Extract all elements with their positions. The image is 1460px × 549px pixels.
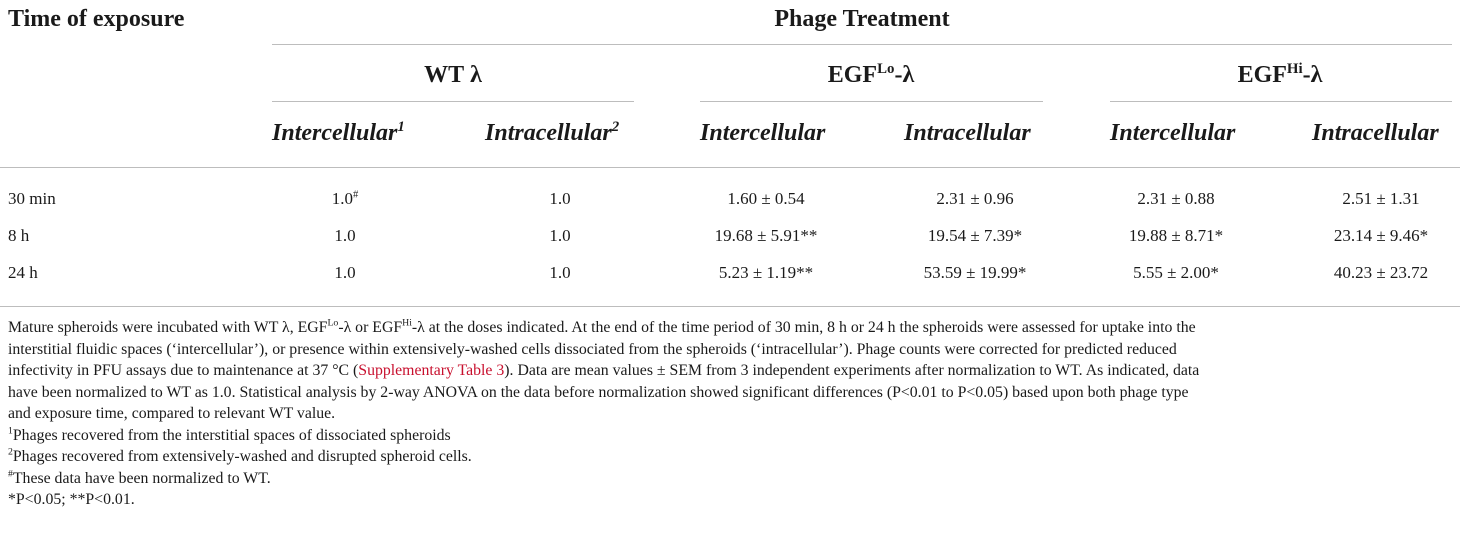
cell-8h-lo-intra: 19.54 ± 7.39*: [927, 226, 1023, 245]
cell-24h-wt-inter: 1.0: [334, 263, 356, 282]
cell-24h-hi-inter: 5.55 ± 2.00*: [1133, 263, 1219, 282]
spanner-header: Phage Treatment: [774, 6, 950, 32]
cell-8h-hi-inter: 19.88 ± 8.71*: [1128, 226, 1224, 245]
group-header-wt: WT λ: [424, 62, 482, 88]
footnote-3: #These data have been normalized to WT.: [8, 468, 271, 487]
cell-24h-lo-intra: 53.59 ± 19.99*: [923, 263, 1027, 282]
cell-8h-wt-inter: 1.0: [334, 226, 356, 245]
subheader-egf-hi-intercellular: Intercellular: [1110, 120, 1236, 146]
table-note: [8, 317, 1199, 511]
group-rule-egf-lo: [700, 101, 1043, 102]
footnote-2: $^2$Phages recovered from extensively-washed and disrupted spheroid cells.: [8, 446, 472, 465]
row-label-8h: 8 h: [8, 226, 30, 245]
stub-header: Time of exposure: [8, 6, 185, 32]
table-note-line-1: Mature spheroids were incubated with WT λ, $EGF^{Lo}-\lambda$ or $EGF^{Hi}-\lambda$ at the doses indicated. At the end of the time period of 30 min, 8 h or 24 h the spheroids were assessed for uptake into the: [8, 317, 1196, 336]
cell-24h-lo-inter: 5.23 ± 1.19**: [718, 263, 814, 282]
table-note-line-5: and exposure time, compared to relevant WT value.: [8, 405, 336, 422]
row-label-30min: 30 min: [8, 189, 56, 208]
footnote-4: *P<0.05; **P<0.01.: [8, 491, 135, 508]
cell-30min-wt-inter: 1.0#: [331, 189, 359, 208]
table-note-line-3: infectivity in PFU assays due to maintenance at 37 °C (Supplementary Table 3). Data are mean values ± SEM from 3 independent experiments after normalization to WT. As indicated, data: [8, 362, 1200, 379]
subheader-egf-lo-intercellular: Intercellular: [700, 120, 826, 146]
group-header-egf-lo: $EGF^{Lo}-\lambda$: [827, 61, 915, 88]
cell-8h-hi-intra: 23.14 ± 9.46*: [1333, 226, 1429, 245]
cell-8h-wt-intra: 1.0: [549, 226, 571, 245]
supplementary-table-link[interactable]: Supplementary Table 3: [358, 362, 505, 379]
cell-8h-lo-inter: 19.68 ± 5.91**: [714, 226, 818, 245]
cell-30min-hi-intra: 2.51 ± 1.31: [1342, 189, 1420, 208]
cell-24h-wt-intra: 1.0: [549, 263, 571, 282]
row-label-24h: 24 h: [8, 263, 38, 282]
subheader-egf-hi-intracellular: Intracellular: [1312, 120, 1439, 146]
cell-24h-hi-intra: 40.23 ± 23.72: [1333, 263, 1429, 282]
table-bottom-rule: [0, 306, 1460, 307]
group-rule-egf-hi: [1110, 101, 1452, 102]
header-bottom-rule: [0, 167, 1460, 168]
group-header-egf-hi: $EGF^{Hi}-\lambda$: [1237, 61, 1323, 88]
subheader-wt-intercellular: Intercellular$^1$: [272, 119, 405, 146]
cell-30min-lo-inter: 1.60 ± 0.54: [727, 189, 805, 208]
group-rule-wt: [272, 101, 634, 102]
spanner-rule: [272, 44, 1452, 45]
cell-30min-wt-intra: 1.0: [549, 189, 571, 208]
table-note-line-2: interstitial fluidic spaces (‘intercellular’), or presence within extensively-washed cells dissociated from the spheroids (‘intracellular’). Phage counts were corrected for predicted reduced: [8, 340, 1177, 358]
table-note-line-4: have been normalized to WT as 1.0. Statistical analysis by 2-way ANOVA on the data before normalization showed significant differences (P<0.01 to P<0.05) based upon both phage type: [8, 383, 1189, 401]
cell-30min-hi-inter: 2.31 ± 0.88: [1137, 189, 1215, 208]
cell-30min-lo-intra: 2.31 ± 0.96: [936, 189, 1014, 208]
footnote-1: $^1$Phages recovered from the interstitial spaces of dissociated spheroids: [8, 425, 451, 444]
subheader-wt-intracellular: Intracellular$^2$: [485, 119, 620, 146]
subheader-egf-lo-intracellular: Intracellular: [904, 120, 1031, 146]
